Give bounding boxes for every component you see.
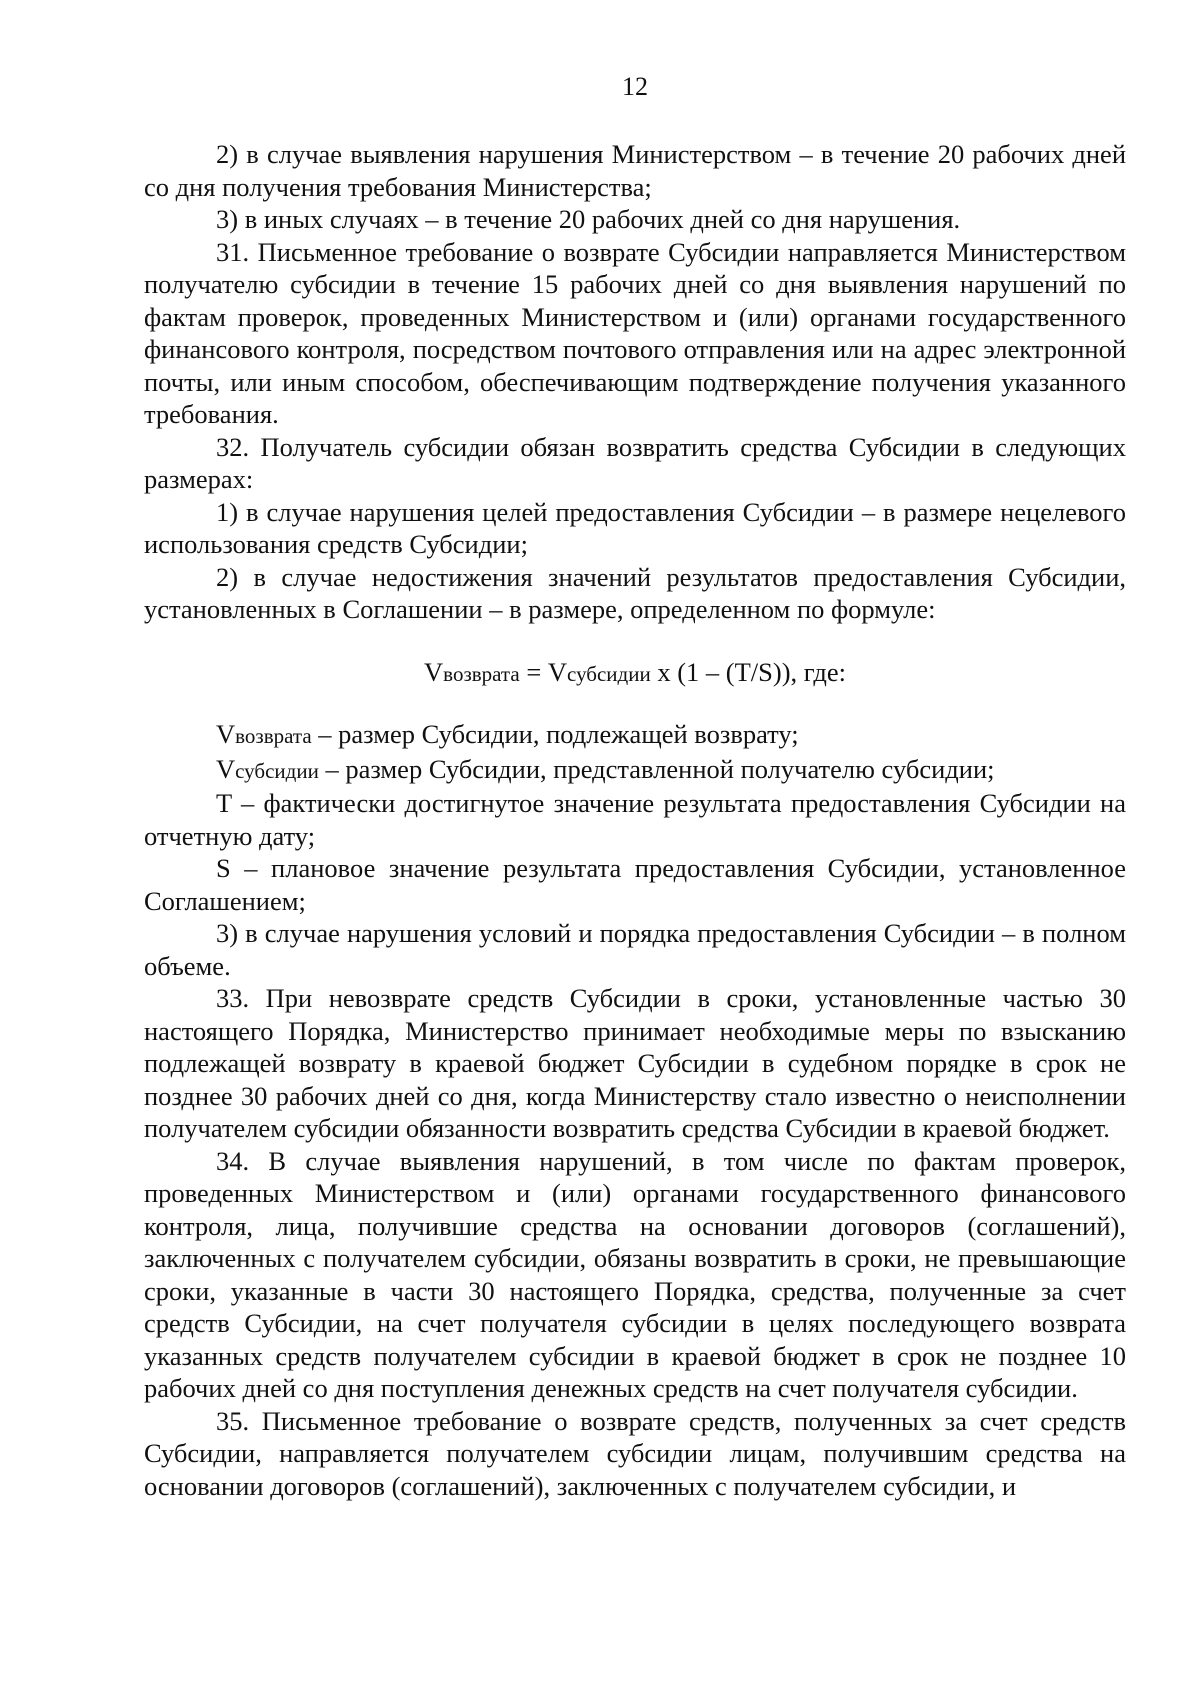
paragraph-32-item-1: 1) в случае нарушения целей предоставления Субсидии – в размере нецелевого использования средств Субсидии; bbox=[144, 496, 1126, 559]
definition-s: S – плановое значение результата предоставления Субсидии, установленное Соглашением; bbox=[144, 853, 1126, 916]
paragraph-35: 35. Письменное требование о возврате средств, полученных за счет средств Субсидии, направляется получателем субсидии лицам, получившим средства на основании договоров (соглашений), заключенных с получателем субсидии, и bbox=[144, 1405, 1126, 1501]
definition-refund bbox=[144, 718, 1126, 753]
formula-var-subsidy: V bbox=[547, 656, 568, 687]
formula-var-refund-subscript: возврата bbox=[443, 661, 520, 686]
paragraph-32-item-2: 2) в случае недостижения значений результатов предоставления Субсидии, установленных в Соглашении – в размере, определенном по формуле: bbox=[144, 561, 1126, 624]
definition-subsidy-var: V bbox=[216, 753, 236, 784]
page-number: 12 bbox=[622, 72, 648, 101]
paragraph-31: 31. Письменное требование о возврате Субсидии направляется Министерством получателю субсидии в течение 15 рабочих дней со дня выявления нарушений по фактам проверок, проведенных Министерством и (или) органами государственного финансового контроля, посредством почтового отправления или на адрес электронной почты, или иным способом, обеспечивающим подтверждение получения указанного требования. bbox=[144, 236, 1126, 429]
definition-subsidy-text: – размер Субсидии, представленной получателю субсидии; bbox=[318, 753, 995, 784]
paragraph-item-2: 2) в случае выявления нарушения Министерством – в течение 20 рабочих дней со дня получения требования Министерства; bbox=[144, 139, 1126, 202]
formula-var-refund: V bbox=[424, 656, 444, 687]
paragraph-item-3: 3) в иных случаях – в течение 20 рабочих дней со дня нарушения. bbox=[216, 204, 961, 234]
paragraph-34: 34. В случае выявления нарушений, в том числе по фактам проверок, проведенных Министерством и (или) органами государственного финансового контроля, лица, получившие средства на основании договоров (соглашений), заключенных с получателем субсидии, обязаны возвратить в сроки, не превышающие сроки, указанные в части 30 настоящего Порядка, средства, полученные за счет средств Субсидии, на счет получателя субсидии в целях последующего возврата указанных средств получателем субсидии в краевой бюджет в срок не позднее 10 рабочих дней со дня поступления денежных средств на счет получателя субсидии. bbox=[144, 1145, 1126, 1403]
definition-refund-subscript: возврата bbox=[235, 724, 312, 748]
paragraph-32-item-3: 3) в случае нарушения условий и порядка предоставления Субсидии – в полном объеме. bbox=[144, 918, 1126, 981]
formula-var-subsidy-subscript: субсидии bbox=[567, 661, 651, 686]
paragraph-33: 33. При невозврате средств Субсидии в сроки, установленные частью 30 настоящего Порядка, Министерство принимает необходимые меры по взысканию подлежащей возврату в краевой бюджет Субсидии в судебном порядке в срок не позднее 30 рабочих дней со дня, когда Министерству стало известно о неисполнении получателем субсидии обязанности возвратить средства Субсидии в краевой бюджет. bbox=[144, 983, 1126, 1143]
definition-subsidy bbox=[144, 753, 1126, 788]
document-body bbox=[144, 138, 1126, 1502]
paragraph-32: 32. Получатель субсидии обязан возвратить средства Субсидии в следующих размерах: bbox=[144, 431, 1126, 494]
formula-expression: x (1 – (T/S)), где: bbox=[650, 656, 846, 687]
definition-refund-var: V bbox=[216, 719, 236, 749]
formula-equals: = bbox=[519, 656, 548, 687]
definition-refund-text: – размер Субсидии, подлежащей возврату; bbox=[311, 719, 799, 749]
refund-formula bbox=[144, 656, 1126, 691]
definition-t: T – фактически достигнутое значение результата предоставления Субсидии на отчетную дату; bbox=[144, 788, 1126, 851]
definition-subsidy-subscript: субсидии bbox=[235, 758, 319, 783]
